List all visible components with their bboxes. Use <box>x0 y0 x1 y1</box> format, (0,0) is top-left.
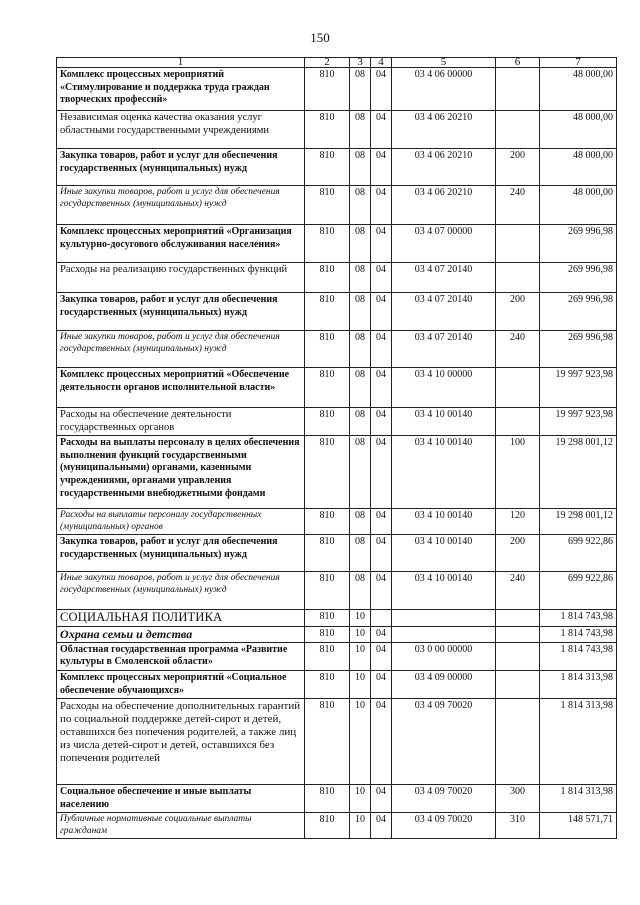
column-header: 2 <box>305 58 350 68</box>
row-target-article: 03 4 07 20140 <box>392 331 496 368</box>
row-expense-type <box>496 225 540 263</box>
row-code: 810 <box>305 610 350 627</box>
row-section: 10 <box>350 642 371 670</box>
row-expense-type: 240 <box>496 186 540 225</box>
row-section: 10 <box>350 813 371 839</box>
row-expense-type <box>496 642 540 670</box>
row-expense-type: 200 <box>496 149 540 186</box>
row-expense-type: 120 <box>496 509 540 535</box>
row-description: Закупка товаров, работ и услуг для обеспечения государственных (муниципальных) нужд <box>57 293 305 331</box>
row-code: 810 <box>305 293 350 331</box>
row-description: Комплекс процессных мероприятий «Социальное обеспечение обучающихся» <box>57 670 305 698</box>
row-code: 810 <box>305 331 350 368</box>
table-row <box>57 699 617 785</box>
row-section: 08 <box>350 263 371 293</box>
row-expense-type: 200 <box>496 293 540 331</box>
row-subsection: 04 <box>371 670 392 698</box>
row-target-article: 03 4 09 70020 <box>392 699 496 785</box>
row-code: 810 <box>305 186 350 225</box>
row-code: 810 <box>305 813 350 839</box>
row-section: 10 <box>350 785 371 813</box>
row-subsection: 04 <box>371 186 392 225</box>
row-expense-type <box>496 408 540 436</box>
row-section: 08 <box>350 368 371 408</box>
column-header: 3 <box>350 58 371 68</box>
row-target-article: 03 4 09 00000 <box>392 670 496 698</box>
row-section: 08 <box>350 408 371 436</box>
row-amount: 1 814 313,98 <box>540 670 617 698</box>
row-target-article: 03 4 10 00140 <box>392 408 496 436</box>
row-target-article: 03 4 07 20140 <box>392 263 496 293</box>
row-section: 08 <box>350 293 371 331</box>
table-row <box>57 263 617 293</box>
row-target-article: 03 4 06 20210 <box>392 111 496 149</box>
row-amount: 148 571,71 <box>540 813 617 839</box>
row-target-article: 03 4 09 70020 <box>392 813 496 839</box>
table-row <box>57 509 617 535</box>
row-expense-type <box>496 610 540 627</box>
row-amount: 1 814 743,98 <box>540 642 617 670</box>
row-subsection: 04 <box>371 293 392 331</box>
row-code: 810 <box>305 408 350 436</box>
table-row <box>57 111 617 149</box>
row-code: 810 <box>305 699 350 785</box>
row-target-article: 03 4 10 00140 <box>392 436 496 509</box>
row-amount: 1 814 313,98 <box>540 785 617 813</box>
row-amount: 1 814 743,98 <box>540 627 617 643</box>
row-code: 810 <box>305 509 350 535</box>
row-section: 08 <box>350 186 371 225</box>
row-subsection: 04 <box>371 785 392 813</box>
row-target-article <box>392 627 496 643</box>
row-amount: 19 997 923,98 <box>540 368 617 408</box>
row-subsection: 04 <box>371 813 392 839</box>
row-code: 810 <box>305 642 350 670</box>
row-subsection: 04 <box>371 68 392 111</box>
row-expense-type: 240 <box>496 331 540 368</box>
row-subsection: 04 <box>371 225 392 263</box>
row-description: Комплекс процессных мероприятий «Организация культурно-досугового обслуживания населения» <box>57 225 305 263</box>
row-description: Иные закупки товаров, работ и услуг для обеспечения государственных (муниципальных) нужд <box>57 572 305 610</box>
table-row <box>57 627 617 643</box>
row-subsection: 04 <box>371 509 392 535</box>
row-amount: 48 000,00 <box>540 186 617 225</box>
column-header: 1 <box>57 58 305 68</box>
row-subsection: 04 <box>371 699 392 785</box>
row-target-article: 03 4 07 00000 <box>392 225 496 263</box>
row-subsection: 04 <box>371 535 392 572</box>
row-description: Социальное обеспечение и иные выплаты населению <box>57 785 305 813</box>
row-target-article: 03 4 06 00000 <box>392 68 496 111</box>
row-code: 810 <box>305 670 350 698</box>
row-code: 810 <box>305 627 350 643</box>
row-section: 08 <box>350 572 371 610</box>
row-expense-type <box>496 670 540 698</box>
row-amount: 48 000,00 <box>540 111 617 149</box>
row-section: 08 <box>350 225 371 263</box>
row-code: 810 <box>305 572 350 610</box>
row-target-article: 03 4 07 20140 <box>392 293 496 331</box>
row-subsection: 04 <box>371 111 392 149</box>
table-row <box>57 408 617 436</box>
row-target-article: 03 4 10 00000 <box>392 368 496 408</box>
row-target-article: 03 4 10 00140 <box>392 572 496 610</box>
row-amount: 19 997 923,98 <box>540 408 617 436</box>
row-expense-type <box>496 368 540 408</box>
row-code: 810 <box>305 263 350 293</box>
row-amount: 269 996,98 <box>540 331 617 368</box>
table-row <box>57 436 617 509</box>
row-section: 08 <box>350 436 371 509</box>
row-subsection: 04 <box>371 572 392 610</box>
row-section: 10 <box>350 627 371 643</box>
table-row <box>57 813 617 839</box>
row-target-article: 03 4 09 70020 <box>392 785 496 813</box>
row-section: 08 <box>350 111 371 149</box>
row-amount: 1 814 313,98 <box>540 699 617 785</box>
row-expense-type <box>496 699 540 785</box>
row-target-article: 03 4 06 20210 <box>392 186 496 225</box>
row-section: 10 <box>350 699 371 785</box>
row-description: Охрана семьи и детства <box>57 627 305 643</box>
table-row <box>57 293 617 331</box>
row-section: 08 <box>350 331 371 368</box>
row-expense-type <box>496 111 540 149</box>
row-code: 810 <box>305 785 350 813</box>
table-row <box>57 785 617 813</box>
row-amount: 19 298 001,12 <box>540 436 617 509</box>
row-amount: 48 000,00 <box>540 68 617 111</box>
row-description: Комплекс процессных мероприятий «Обеспечение деятельности органов исполнительной власти» <box>57 368 305 408</box>
row-subsection: 04 <box>371 436 392 509</box>
row-code: 810 <box>305 111 350 149</box>
table-row <box>57 331 617 368</box>
row-description: Расходы на обеспечение деятельности государственных органов <box>57 408 305 436</box>
row-target-article: 03 4 10 00140 <box>392 509 496 535</box>
row-description: Расходы на выплаты персоналу государственных (муниципальных) органов <box>57 509 305 535</box>
table-row <box>57 572 617 610</box>
row-code: 810 <box>305 149 350 186</box>
row-subsection: 04 <box>371 263 392 293</box>
row-amount: 48 000,00 <box>540 149 617 186</box>
row-amount: 269 996,98 <box>540 225 617 263</box>
row-amount: 1 814 743,98 <box>540 610 617 627</box>
row-section: 08 <box>350 535 371 572</box>
row-description: Иные закупки товаров, работ и услуг для обеспечения государственных (муниципальных) нужд <box>57 186 305 225</box>
row-subsection: 04 <box>371 149 392 186</box>
table-row <box>57 610 617 627</box>
column-header: 6 <box>496 58 540 68</box>
row-amount: 269 996,98 <box>540 293 617 331</box>
row-amount: 699 922,86 <box>540 535 617 572</box>
row-subsection <box>371 610 392 627</box>
table-header-row <box>57 58 617 68</box>
page-number: 150 <box>310 30 330 45</box>
row-description: Независимая оценка качества оказания услуг областными государственными учреждениями <box>57 111 305 149</box>
row-section: 08 <box>350 68 371 111</box>
table-row <box>57 535 617 572</box>
row-description: Закупка товаров, работ и услуг для обеспечения государственных (муниципальных) нужд <box>57 149 305 186</box>
column-header: 7 <box>540 58 617 68</box>
row-target-article <box>392 610 496 627</box>
row-target-article: 03 4 10 00140 <box>392 535 496 572</box>
table-row <box>57 670 617 698</box>
row-description: Публичные нормативные социальные выплаты гражданам <box>57 813 305 839</box>
table-row <box>57 149 617 186</box>
row-description: Расходы на выплаты персоналу в целях обеспечения выполнения функций государственными (муниципальными) органами, казенными учреждениями, органами управления государственными внебюджетными фондами <box>57 436 305 509</box>
row-amount: 699 922,86 <box>540 572 617 610</box>
row-description: Расходы на реализацию государственных функций <box>57 263 305 293</box>
row-amount: 269 996,98 <box>540 263 617 293</box>
column-header: 5 <box>392 58 496 68</box>
row-section: 08 <box>350 149 371 186</box>
row-expense-type: 100 <box>496 436 540 509</box>
table-row <box>57 68 617 111</box>
row-expense-type: 310 <box>496 813 540 839</box>
row-expense-type: 240 <box>496 572 540 610</box>
row-subsection: 04 <box>371 642 392 670</box>
budget-table <box>56 57 617 839</box>
table-row <box>57 186 617 225</box>
row-subsection: 04 <box>371 331 392 368</box>
row-description: СОЦИАЛЬНАЯ ПОЛИТИКА <box>57 610 305 627</box>
row-description: Закупка товаров, работ и услуг для обеспечения государственных (муниципальных) нужд <box>57 535 305 572</box>
row-code: 810 <box>305 225 350 263</box>
row-section: 10 <box>350 610 371 627</box>
row-section: 08 <box>350 509 371 535</box>
row-code: 810 <box>305 68 350 111</box>
row-description: Областная государственная программа «Развитие культуры в Смоленской области» <box>57 642 305 670</box>
row-section: 10 <box>350 670 371 698</box>
table-row <box>57 225 617 263</box>
row-amount: 19 298 001,12 <box>540 509 617 535</box>
row-target-article: 03 0 00 00000 <box>392 642 496 670</box>
table-row <box>57 642 617 670</box>
row-description: Расходы на обеспечение дополнительных гарантий по социальной поддержке детей-сирот и детей, оставшихся без попечения родителей, а также лиц из числа детей-сирот и детей, оставшихся без попечения родителей <box>57 699 305 785</box>
row-subsection: 04 <box>371 368 392 408</box>
row-code: 810 <box>305 368 350 408</box>
row-subsection: 04 <box>371 627 392 643</box>
row-description: Комплекс процессных мероприятий «Стимулирование и поддержка труда граждан творческих профессий» <box>57 68 305 111</box>
row-expense-type <box>496 627 540 643</box>
row-code: 810 <box>305 535 350 572</box>
row-expense-type <box>496 263 540 293</box>
table-row <box>57 368 617 408</box>
row-expense-type: 300 <box>496 785 540 813</box>
row-code: 810 <box>305 436 350 509</box>
row-expense-type: 200 <box>496 535 540 572</box>
column-header: 4 <box>371 58 392 68</box>
row-description: Иные закупки товаров, работ и услуг для обеспечения государственных (муниципальных) нужд <box>57 331 305 368</box>
row-target-article: 03 4 06 20210 <box>392 149 496 186</box>
row-expense-type <box>496 68 540 111</box>
row-subsection: 04 <box>371 408 392 436</box>
